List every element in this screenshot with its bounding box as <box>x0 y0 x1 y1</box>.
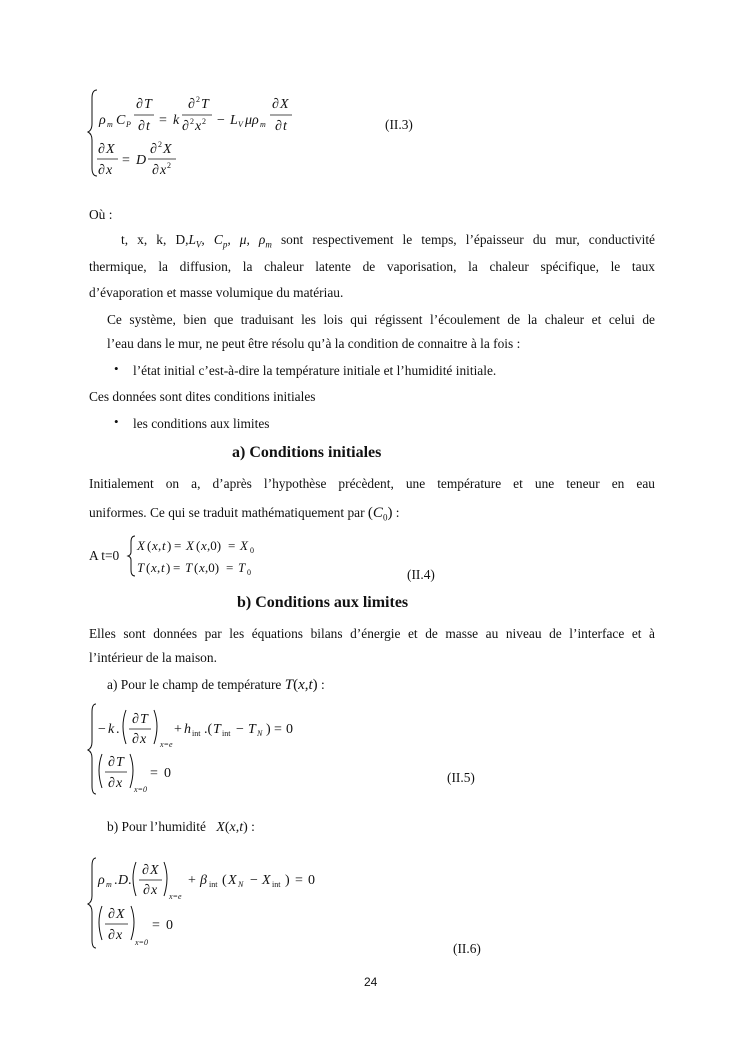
svg-text:=: = <box>226 560 234 575</box>
svg-text:x: x <box>201 538 207 553</box>
svg-text:h: h <box>184 722 191 737</box>
svg-text:m: m <box>260 120 266 129</box>
svg-text:X: X <box>228 873 237 888</box>
svg-text:T: T <box>137 560 145 575</box>
svg-text:x: x <box>116 928 123 943</box>
svg-text:x: x <box>140 732 147 747</box>
svg-text:x=0: x=0 <box>135 938 148 947</box>
svg-text:−: − <box>236 722 244 737</box>
svg-text:∂: ∂ <box>108 776 115 791</box>
svg-text:X: X <box>262 873 271 888</box>
bullet-boundary-conditions: les conditions aux limites <box>133 416 270 431</box>
variables-line-2: thermique, la diffusion, la chaleur latente de vaporisation, la chaleur spécifique, le taux <box>89 259 655 274</box>
initial-conditions-note: Ces données sont dites conditions initiales <box>89 389 316 404</box>
svg-text:=: = <box>152 918 160 933</box>
equation-label-ii5: (II.5) <box>447 770 475 785</box>
time-zero-label: A t=0 <box>89 548 120 563</box>
svg-text:x: x <box>106 163 113 178</box>
svg-text:t: t <box>146 119 150 134</box>
initial-line-2: uniformes. Ce qui se traduit mathématiquement par $(C_0)$ : <box>89 505 400 523</box>
var-lv: L <box>188 232 196 247</box>
equation-ii5 <box>88 702 348 798</box>
svg-text:ρ: ρ <box>98 873 105 888</box>
variables-list: t, x, k, D, <box>121 232 189 247</box>
equation-ii6 <box>88 856 348 952</box>
item-temperature: a) Pour le champ de température T(x,t) : <box>107 677 325 693</box>
svg-text:2: 2 <box>190 117 194 126</box>
svg-text:x: x <box>151 883 158 898</box>
svg-text:(: ( <box>222 873 227 888</box>
heading-initial-conditions: a) Conditions initiales <box>232 444 382 461</box>
svg-text:∂: ∂ <box>188 97 195 112</box>
svg-text:V: V <box>238 120 243 129</box>
svg-text:∂: ∂ <box>272 97 279 112</box>
svg-text:,0): ,0) <box>205 560 220 575</box>
svg-text:(: ( <box>194 560 199 575</box>
var-rho-sub: m <box>265 239 272 250</box>
svg-text:X: X <box>280 97 289 112</box>
svg-text:,0): ,0) <box>207 538 222 553</box>
equation-label-ii3: (II.3) <box>385 117 413 132</box>
equation-ii4 <box>128 534 288 578</box>
svg-text:int: int <box>209 880 218 889</box>
svg-text:T: T <box>185 560 193 575</box>
svg-text:): ) <box>167 538 172 553</box>
svg-text:x: x <box>151 560 157 575</box>
svg-text:.(: .( <box>204 722 213 737</box>
svg-text:∂: ∂ <box>275 119 282 134</box>
svg-text:m: m <box>106 880 112 889</box>
svg-text:∂: ∂ <box>132 732 139 747</box>
svg-text:X: X <box>150 863 159 878</box>
svg-text:x: x <box>195 119 202 134</box>
item-humidity-text: b) Pour l’humidité <box>107 819 206 834</box>
svg-text:N: N <box>238 880 244 889</box>
svg-text:2: 2 <box>167 161 171 170</box>
svg-text:P: P <box>126 120 131 129</box>
item-temperature-text: a) Pour le champ de température <box>107 677 282 692</box>
svg-text:T: T <box>213 722 221 737</box>
var-cp-sub: p <box>222 239 228 250</box>
equation-label-ii6: (II.6) <box>453 941 481 956</box>
svg-text:L: L <box>230 113 238 128</box>
svg-text:.: . <box>114 873 118 888</box>
svg-text:∂: ∂ <box>142 863 149 878</box>
limits-line-1: Elles sont données par les équations bilans d’énergie et de masse au niveau de l’interface et à <box>89 626 655 641</box>
svg-text:x: x <box>199 560 205 575</box>
svg-text:=: = <box>274 722 282 737</box>
svg-text:=: = <box>228 538 236 553</box>
svg-text:x: x <box>152 538 158 553</box>
svg-text:m: m <box>107 120 113 129</box>
svg-text:int: int <box>192 729 201 738</box>
svg-text:∂: ∂ <box>136 97 143 112</box>
svg-text:(: ( <box>147 538 152 553</box>
svg-text:.: . <box>116 722 120 737</box>
svg-text:0: 0 <box>308 873 315 888</box>
svg-text:+: + <box>174 722 182 737</box>
svg-text:=: = <box>150 766 158 781</box>
svg-text:2: 2 <box>158 140 162 149</box>
svg-text:∂: ∂ <box>108 907 115 922</box>
svg-text:k: k <box>173 113 180 128</box>
svg-text:β: β <box>200 873 207 888</box>
svg-text:N: N <box>257 729 263 738</box>
variables-line-1 <box>89 230 655 255</box>
var-lv-sub: V <box>195 239 202 250</box>
svg-text:∂: ∂ <box>152 163 159 178</box>
svg-text:X: X <box>116 907 125 922</box>
svg-text:0: 0 <box>164 766 171 781</box>
svg-text:+: + <box>188 873 196 888</box>
page-number: 24 <box>364 975 378 989</box>
initial-line-1: Initialement on a, d’après l’hypothèse précèdent, une température et une teneur en eau <box>89 476 655 491</box>
svg-text:T: T <box>144 97 152 112</box>
svg-text:μρ: μρ <box>245 113 259 128</box>
variables-description: sont respectivement le temps, l’épaisseur du mur, conductivité <box>271 232 655 247</box>
limits-line-2: l’intérieur de la maison. <box>89 650 217 665</box>
svg-text:=: = <box>295 873 303 888</box>
svg-text:∂: ∂ <box>98 142 105 157</box>
svg-text:,: , <box>157 560 161 575</box>
svg-text:−: − <box>217 113 225 128</box>
where-label: Où : <box>89 207 113 222</box>
svg-text:0: 0 <box>166 918 173 933</box>
svg-text:0: 0 <box>286 722 293 737</box>
svg-text:x: x <box>160 163 167 178</box>
svg-text:T: T <box>238 560 246 575</box>
equation-label-ii4: (II.4) <box>407 567 435 582</box>
svg-text:2: 2 <box>202 117 206 126</box>
var-cp: , C <box>201 232 223 247</box>
svg-text:0: 0 <box>250 546 254 555</box>
svg-text:∂: ∂ <box>138 119 145 134</box>
svg-text:∂: ∂ <box>98 163 105 178</box>
svg-text:k: k <box>108 722 115 737</box>
bullet-dot: • <box>114 414 119 429</box>
svg-text:=: = <box>173 560 181 575</box>
svg-text:int: int <box>272 880 281 889</box>
svg-text:=: = <box>122 153 130 168</box>
svg-text:−: − <box>98 722 106 737</box>
svg-text:X: X <box>137 538 145 553</box>
svg-text:=: = <box>174 538 182 553</box>
variables-line-3: d’évaporation et masse volumique du matériau. <box>89 285 344 300</box>
system-line-1: Ce système, bien que traduisant les lois qui régissent l’écoulement de la chaleur et celui de <box>107 312 655 327</box>
svg-text:∂: ∂ <box>182 119 189 134</box>
svg-text:x=e: x=e <box>160 740 173 749</box>
svg-text:int: int <box>222 729 231 738</box>
svg-text:D: D <box>118 873 129 888</box>
system-line-2: l’eau dans le mur, ne peut être résolu qu’à la condition de connaitre à la fois : <box>107 336 521 351</box>
svg-text:T: T <box>201 97 209 112</box>
svg-text:X: X <box>240 538 248 553</box>
svg-text:t: t <box>162 538 166 553</box>
var-mu-rho: , μ, ρ <box>227 232 266 247</box>
svg-text:(: ( <box>196 538 201 553</box>
bullet-dot: • <box>114 361 119 376</box>
svg-text:t: t <box>283 119 287 134</box>
svg-text:x=0: x=0 <box>134 785 147 794</box>
svg-text:): ) <box>266 722 271 737</box>
svg-text:X: X <box>163 142 172 157</box>
svg-text:t: t <box>161 560 165 575</box>
svg-text:T: T <box>248 722 256 737</box>
equation-ii3 <box>88 88 328 184</box>
item-humidity: b) Pour l’humidité X(x,t) : <box>107 819 255 835</box>
svg-text:∂: ∂ <box>150 142 157 157</box>
svg-text:(: ( <box>146 560 151 575</box>
svg-text:x=e: x=e <box>169 892 182 901</box>
svg-text:.: . <box>128 873 132 888</box>
svg-text:∂: ∂ <box>143 883 150 898</box>
initial-line-2-text: uniformes. Ce qui se traduit mathématiquement par <box>89 505 365 520</box>
svg-text:C: C <box>116 113 126 128</box>
svg-text:X: X <box>106 142 115 157</box>
svg-text:ρ: ρ <box>99 113 106 128</box>
svg-text:D: D <box>136 153 147 168</box>
svg-text:x: x <box>116 776 123 791</box>
svg-text:∂: ∂ <box>108 755 115 770</box>
svg-text:T: T <box>116 755 124 770</box>
svg-text:): ) <box>285 873 290 888</box>
heading-boundary-conditions: b) Conditions aux limites <box>237 594 409 611</box>
bullet-initial-state: l’état initial c’est-à-dire la température initiale et l’humidité initiale. <box>133 363 497 378</box>
svg-text:=: = <box>159 113 167 128</box>
svg-text:∂: ∂ <box>132 712 139 727</box>
svg-text:−: − <box>250 873 258 888</box>
svg-text:): ) <box>166 560 171 575</box>
svg-text:,: , <box>158 538 162 553</box>
svg-text:T: T <box>140 712 148 727</box>
initial-line-2-colon: : <box>395 505 400 520</box>
svg-text:2: 2 <box>196 95 200 104</box>
svg-text:0: 0 <box>247 568 251 577</box>
svg-text:X: X <box>186 538 194 553</box>
svg-text:∂: ∂ <box>108 928 115 943</box>
